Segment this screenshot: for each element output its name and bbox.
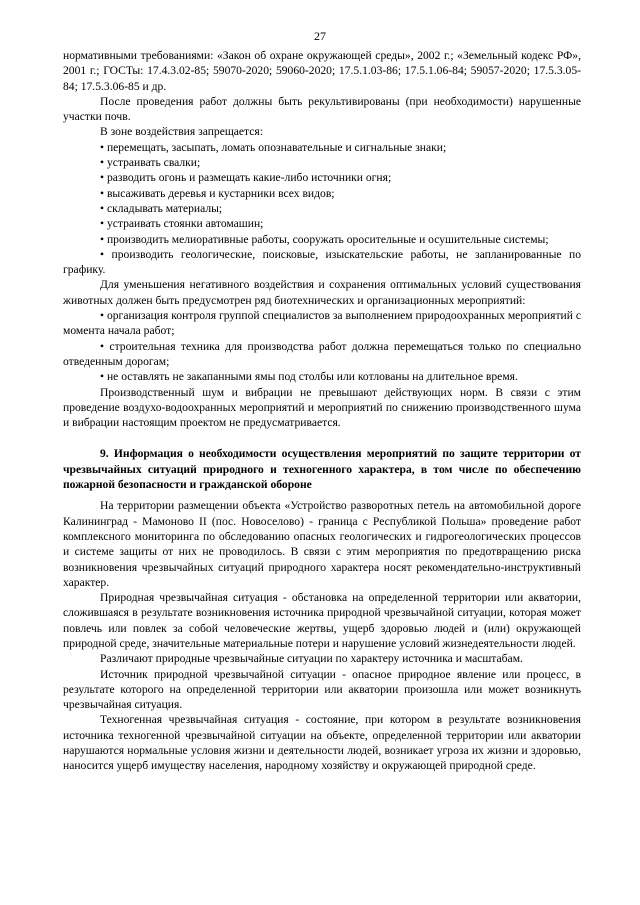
paragraph: Источник природной чрезвычайной ситуации - опасное природное явление или процесс, в результате которого на определенной территории или акватории произошла или может возникнуть чрезвычайная ситуация. [63,667,581,712]
paragraph: Производственный шум и вибрации не превышают действующих норм. В связи с этим проведение воздухо-водоохранных мероприятий и мероприятий по снижению производственного шума и вибрации настоящим проектом не предусматривается. [63,385,581,430]
paragraph: Различают природные чрезвычайные ситуации по характеру источника и масштабам. [100,652,523,666]
paragraph: В зоне воздействия запрещается: [100,125,263,139]
paragraph: нормативными требованиями: «Закон об охране окружающей среды», 2002 г.; «Земельный кодекс РФ», 2001 г.; ГОСТы: 17.4.3.02-85; 59070-2020; 59060-2020; 17.5.1.03-86; 17.5.1.06-84; 59057-2020; 17.5.3.05-84; 17.5.3.06-85 и др. [63,49,581,93]
paragraph: • разводить огонь и размещать какие-либо источники огня; [100,171,392,185]
paragraph: • не оставлять не закапанными ямы под столбы или котлованы на длительное время. [100,370,518,384]
section-emergency-situations [63,498,581,773]
paragraph: Для уменьшения негативного воздействия и сохранения оптимальных условий существования животных должен быть предусмотрен ряд биотехнических и организационных мероприятий: [63,278,581,307]
paragraph: • производить геологические, поисковые, изыскательские работы, не запланированные по графику. [63,247,581,277]
paragraph: • строительная техника для производства работ должна перемещаться только по специально отведенным дорогам; [63,339,581,368]
paragraph: • складывать материалы; [100,201,223,215]
paragraph: • устраивать свалки; [100,156,201,170]
section-environmental-measures [63,48,581,430]
paragraph: После проведения работ должны быть рекультивированы (при необходимости) нарушенные участки почв. [63,94,581,124]
paragraph: • организация контроля группой специалистов за выполнением природоохранных мероприятий с момента начала работ; [63,309,581,338]
paragraph: Техногенная чрезвычайная ситуация - состояние, при котором в результате возникновения источника техногенной чрезвычайной ситуации на объекте, определенной территории или акватории нарушаются нормальные условия жизни и деятельности людей, возникает угроза их жизни и здоровью, наносится ущерб имуществу населения, народному хозяйству и окружающей природной среде. [63,713,581,773]
paragraph: • производить мелиоративные работы, сооружать оросительные и осушительные системы; [100,232,549,246]
paragraph: Природная чрезвычайная ситуация - обстановка на определенной территории или акватории, сложившаяся в результате возникновения источника природной чрезвычайной ситуации, которая может повлечь или повлек за собой человеческие жертвы, ущерб здоровью людей и (или) окружающей природной среде, значительные материальные потери и нарушение условий жизнедеятельности людей. [63,591,581,650]
page-number: 27 [314,29,326,43]
paragraph: На территории размещении объекта «Устройство разворотных петель на автомобильной дороге Калининград - Мамоново II (пос. Новоселово) - граница с Республикой Польша» проведение работ комплексного мониторинга по обследованию опасных геологических и гидрогеологических процессов и системе защиты от них не проводилось. В связи с этим мероприятия по предотвращению риска возникновения чрезвычайных ситуаций природного характера носят рекомендательно-инструктивный характер. [63,499,581,589]
paragraph: • устраивать стоянки автомашин; [100,217,264,231]
paragraph: • перемещать, засыпать, ломать опознавательные и сигнальные знаки; [100,140,447,154]
paragraph: • высаживать деревья и кустарники всех видов; [100,186,335,200]
section-heading: 9. Информация о необходимости осуществления мероприятий по защите территории от чрезвычайных ситуаций природного и техногенного характера, в том числе по обеспечению пожарной безопасности и гражданской обороне [63,447,581,492]
document-body [63,48,581,774]
